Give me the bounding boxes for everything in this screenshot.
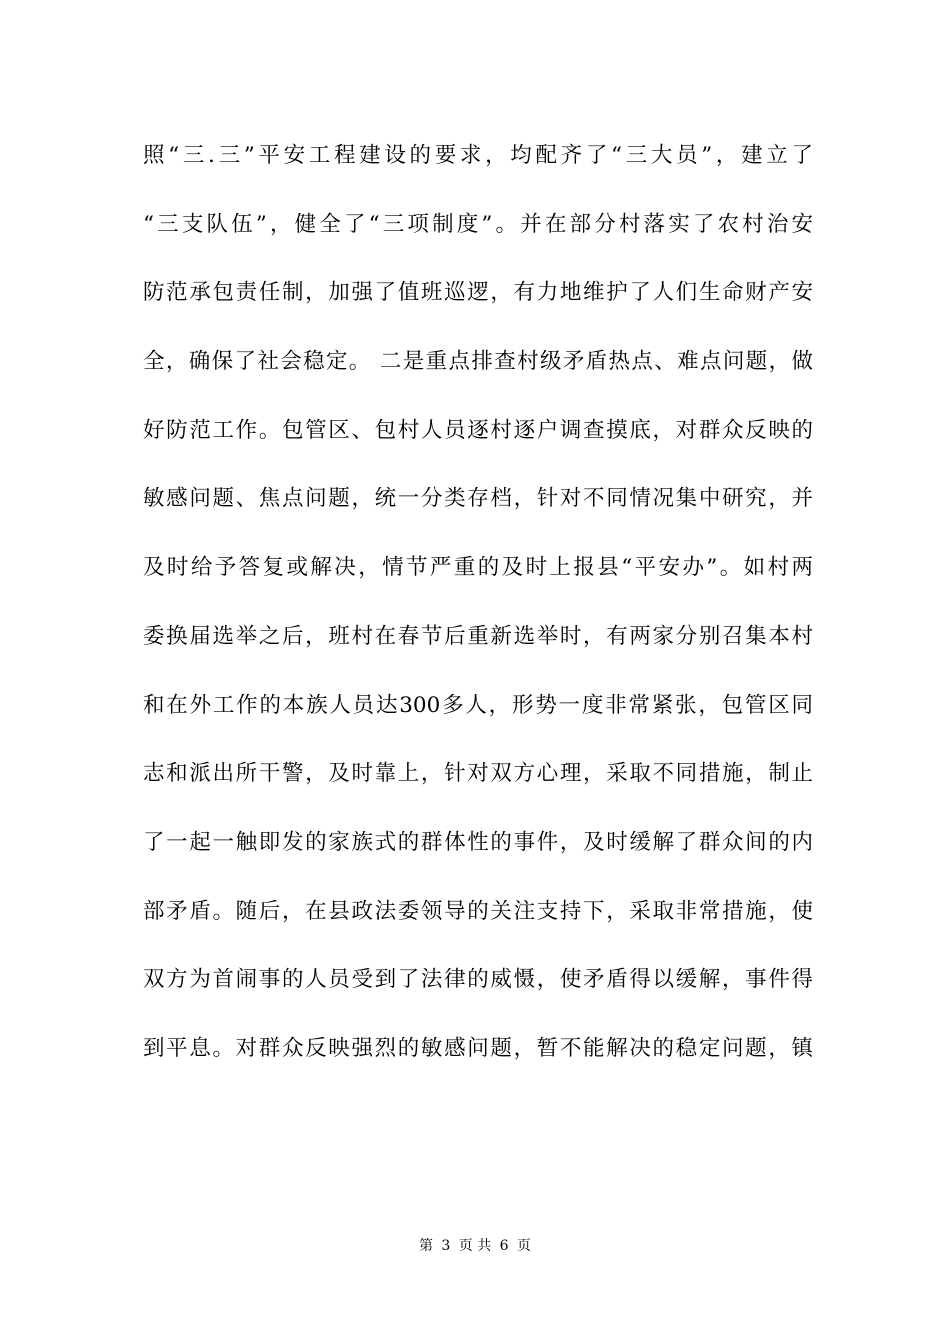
text-line: 委换届选举之后，班村在春节后重新选举时，有两家分别召集本村 [143,623,813,649]
text-line: 到平息。对群众反映强烈的敏感问题，暂不能解决的稳定问题，镇 [143,1035,813,1061]
page-footer [0,1236,950,1256]
text-line: 防范承包责任制，加强了值班巡逻，有力地维护了人们生命财产安 [143,280,813,306]
page-label-suffix: 页 [517,1238,532,1254]
total-pages-number: 6 [499,1238,509,1254]
text-line: “三支队伍”，健全了“三项制度”。并在部分村落实了农村治安 [143,211,813,237]
text-line: 志和派出所干警，及时靠上，针对双方心理，采取不同措施，制止 [143,761,813,787]
page-label-mid: 页 共 [458,1238,492,1254]
current-page-number: 3 [441,1238,451,1254]
text-line: 照“三.三”平安工程建设的要求，均配齐了“三大员”，建立了 [143,143,813,168]
text-line: 了一起一触即发的家族式的群体性的事件，及时缓解了群众间的内 [143,829,813,855]
page-label-prefix: 第 [418,1238,433,1254]
text-line: 全，确保了社会稳定。 二是重点排查村级矛盾热点、难点问题，做 [143,349,813,375]
text-line: 和在外工作的本族人员达300多人，形势一度非常紧张，包管区同 [143,692,813,718]
text-line: 双方为首闹事的人员受到了法律的威慑，使矛盾得以缓解，事件得 [143,967,813,993]
text-line: 敏感问题、焦点问题，统一分类存档，针对不同情况集中研究，并 [143,486,813,512]
text-line: 好防范工作。包管区、包村人员逐村逐户调查摸底，对群众反映的 [143,417,813,443]
text-line: 部矛盾。随后，在县政法委领导的关注支持下，采取非常措施，使 [143,898,813,924]
text-line: 及时给予答复或解决，情节严重的及时上报县“平安办”。如村两 [143,555,813,581]
body-text [143,134,813,1096]
